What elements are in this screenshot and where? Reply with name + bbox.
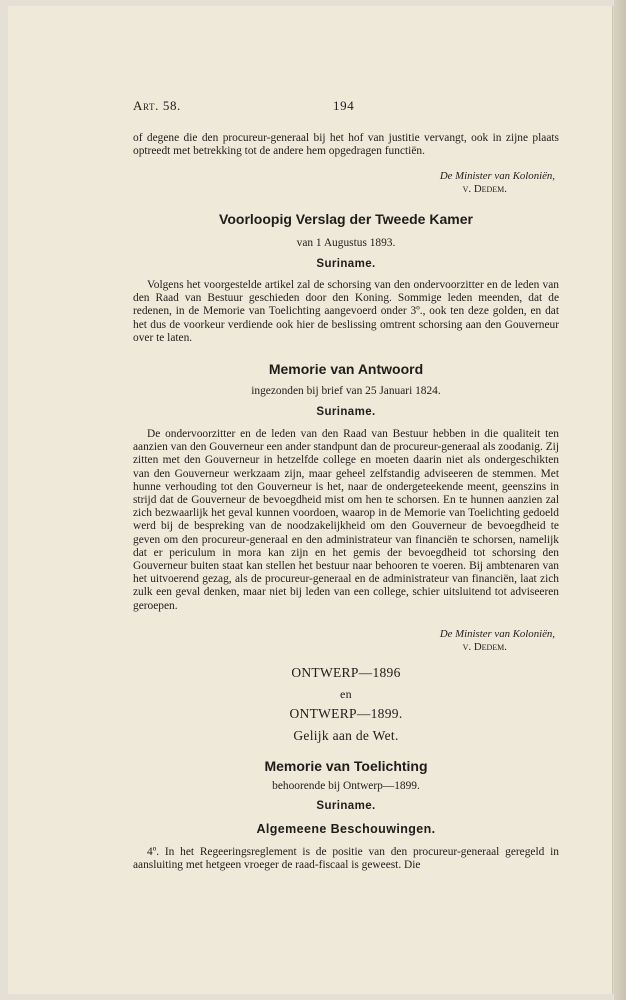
- signature-title: De Minister van Koloniën,: [439, 628, 555, 640]
- intro-paragraph: of degene die den procureur-generaal bij het hof van justitie vervangt, ook in zijne plaats optreedt met betrekking tot de andere hem opgedragen functiën.: [133, 132, 559, 158]
- toelichting-sub: behoorende bij Ontwerp—1899.: [272, 780, 420, 792]
- signature-name: v. Dedem.: [462, 183, 507, 195]
- toelichting-heading: Memorie van Toelichting: [264, 758, 428, 774]
- signature-block-2: [133, 628, 559, 654]
- signature-title: De Minister van Koloniën,: [439, 170, 555, 182]
- signature-name: v. Dedem.: [462, 641, 507, 653]
- ontwerp-en: en: [340, 687, 352, 701]
- antwoord-heading: Memorie van Antwoord: [268, 361, 424, 377]
- verslag-paragraph: Volgens het voorgestelde artikel zal de schorsing van den ondervoorzitter en de leden van den Raad van Bestuur geschieden door den Koning. Sommige leden meenden, dat de redenen, in de Memorie van Toelichting aangevoerd onder 3º., ook ten deze golden, en dat het dus de voorkeur verdiende ook hier de beslissing omtrent schorsing aan den Gouverneur over te laten.: [133, 279, 559, 344]
- ontwerp-1896: ONTWERP—1896: [291, 665, 401, 680]
- signature-block-1: [133, 170, 559, 196]
- antwoord-paragraph: De ondervoorzitter en de leden van den Raad van Bestuur hebben in die qualiteit ten aanzien van den Gouverneur een ander standpunt dan de procureur-generaal als zoodanig. Zij zitten met den Gouverneur in hetzelfde college en moeten daarin niet als ondergeschikten van den Gouverneur werkzaam zijn, maar geheel zelfstandig adviseeren de stemmen. Met hunne verhouding tot den Gouverneur is het, naar de ondergeteekende meent, geenszins in strijd dat de Gouverneur de bevoegdheid mist om hen te schorsen. En te hunnen aanzien zal zich bezwaarlijk het geval kunnen voordoen, waarop in de Memorie van Toelichting gedoeld werd bij de bespreking van de noodzakelijkheid om den Gouverneur de bevoegdheid te geven om den procureur-generaal en den administrateur van financiën te schorsen, namelijk dat er periculum in mora kan zijn en het gemis der bevoegdheid tot schorsing den Gouverneur buiten staat kan stellen het bestuur naar behooren te voeren. Bij ambtenaren van het uitvoerend gezag, als de procureur-generaal en de administrateur van financiën, laat zich zulk een geval denken, maar niet bij leden van een college, schier uitsluitend tot adviseeren geroepen.: [133, 428, 559, 612]
- verslag-date: van 1 Augustus 1893.: [296, 237, 396, 249]
- antwoord-date: ingezonden bij brief van 25 Januari 1824.: [251, 385, 441, 397]
- toelichting-section: Suriname.: [316, 800, 376, 812]
- page-number: 194: [333, 98, 355, 113]
- ontwerp-1899: ONTWERP—1899.: [289, 706, 403, 721]
- antwoord-section: Suriname.: [316, 406, 376, 418]
- article-number: Art. 58.: [133, 98, 181, 113]
- toelichting-subsection: Algemeene Beschouwingen.: [256, 822, 436, 836]
- running-header: [133, 98, 559, 118]
- gelijk-aan-de-wet: Gelijk aan de Wet.: [293, 728, 399, 743]
- page-edge: [614, 0, 626, 1000]
- verslag-heading: Voorloopig Verslag der Tweede Kamer: [219, 211, 473, 227]
- verslag-section: Suriname.: [316, 258, 376, 270]
- toelichting-paragraph: 4º. In het Regeeringsreglement is de positie van den procureur-generaal geregeld in aansluiting met hetgeen vroeger de raad-fiscaal is geweest. Die: [133, 846, 559, 872]
